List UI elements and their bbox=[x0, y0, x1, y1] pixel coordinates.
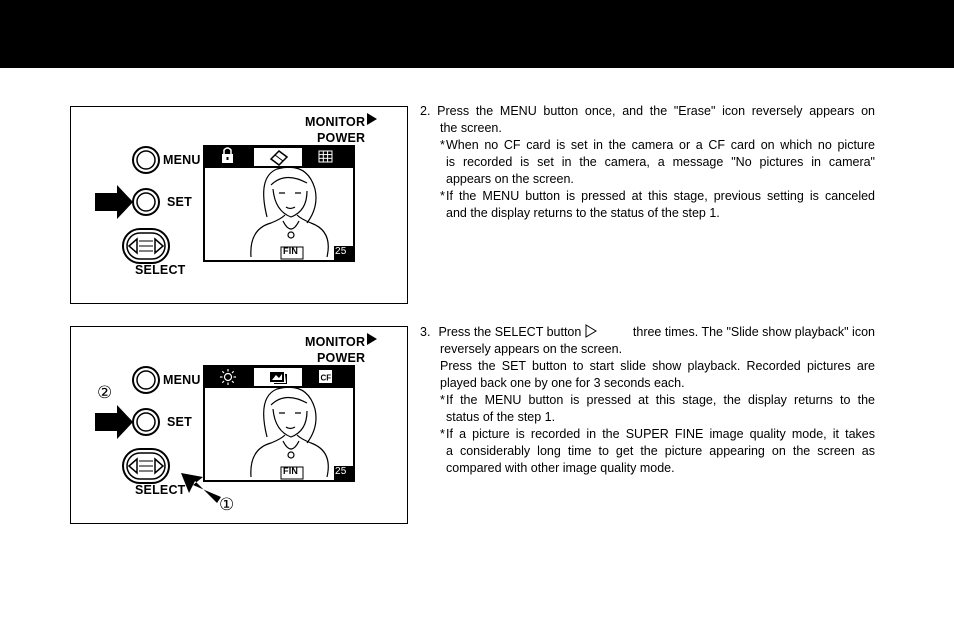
bullet-star: * bbox=[440, 138, 445, 152]
menu-label: MENU bbox=[163, 153, 201, 167]
callout-1: ① bbox=[219, 495, 235, 514]
set-label: SET bbox=[167, 415, 192, 429]
step-3-note-2: * If a picture is recorded in the SUPER FINE image quality mode, it takes a considerably long time to get the picture appearing on the screen as compared with other image quality mode. bbox=[440, 427, 875, 475]
menu-button-drawing bbox=[133, 367, 159, 393]
step-3-line-1a: Press the SELECT button bbox=[438, 325, 582, 339]
step-3-note-1: * If the MENU button is pressed at this stage, the display returns to the status of the step 1. bbox=[440, 393, 875, 424]
figure-slideshow-menu bbox=[70, 326, 408, 524]
header-bar bbox=[0, 0, 954, 68]
power-label: POWER bbox=[317, 131, 366, 145]
step-2-note-2: * If the MENU button is pressed at this stage, previous setting is canceled and the display returns to the status of the step 1. bbox=[440, 189, 875, 220]
arrow-right-icon bbox=[95, 405, 133, 439]
step-2-note-1: * When no CF card is set in the camera or a CF card on which no picture is recorded is set in the camera, a message "No pictures in camera" appears on the screen. bbox=[440, 138, 875, 186]
step-3-number: 3. bbox=[420, 325, 431, 339]
set-label: SET bbox=[167, 195, 192, 209]
step-3-line-4: played back one by one for 3 seconds each. bbox=[440, 376, 685, 390]
monitor-label: MONITOR bbox=[305, 115, 366, 129]
step-2-line-1: 2. Press the MENU button once, and the "Erase" icon reversely appears on bbox=[420, 104, 875, 118]
picture-count: 25 bbox=[335, 466, 347, 477]
step-2-text bbox=[420, 103, 875, 222]
menu-button-drawing bbox=[133, 147, 159, 173]
step-3-text bbox=[420, 324, 875, 477]
picture-count: 25 bbox=[335, 246, 347, 257]
cf-card-icon bbox=[319, 370, 332, 383]
menu-label: MENU bbox=[163, 373, 201, 387]
svg-text:CF: CF bbox=[320, 373, 332, 383]
step-3-line-3: Press the SET button to start slide show playback. Recorded pictures are bbox=[440, 359, 875, 373]
bullet-star: * bbox=[440, 393, 445, 407]
step-3-line-1b: three times. The "Slide show playback" icon bbox=[632, 325, 875, 339]
arrow-right-small-icon bbox=[367, 113, 377, 125]
bullet-star: * bbox=[440, 189, 445, 203]
arrow-right-small-icon bbox=[367, 333, 377, 345]
step-3-line-2: reversely appears on the screen. bbox=[440, 342, 623, 356]
callout-2: ② bbox=[97, 383, 113, 402]
bullet-star: * bbox=[440, 427, 445, 441]
select-button-drawing bbox=[123, 229, 169, 263]
select-button-drawing bbox=[123, 449, 169, 483]
set-button-drawing bbox=[133, 189, 159, 215]
select-label: SELECT bbox=[135, 483, 186, 497]
power-label: POWER bbox=[317, 351, 366, 365]
quality-badge: FIN bbox=[283, 246, 299, 256]
select-right-icon bbox=[585, 324, 597, 338]
figure-erase-menu bbox=[70, 106, 408, 304]
arrow-right-icon bbox=[95, 185, 133, 219]
quality-badge: FIN bbox=[283, 466, 299, 476]
step-2-line-2: the screen. bbox=[440, 121, 502, 135]
step-3-line-1 bbox=[420, 324, 875, 341]
monitor-label: MONITOR bbox=[305, 335, 366, 349]
select-label: SELECT bbox=[135, 263, 186, 277]
set-button-drawing bbox=[133, 409, 159, 435]
